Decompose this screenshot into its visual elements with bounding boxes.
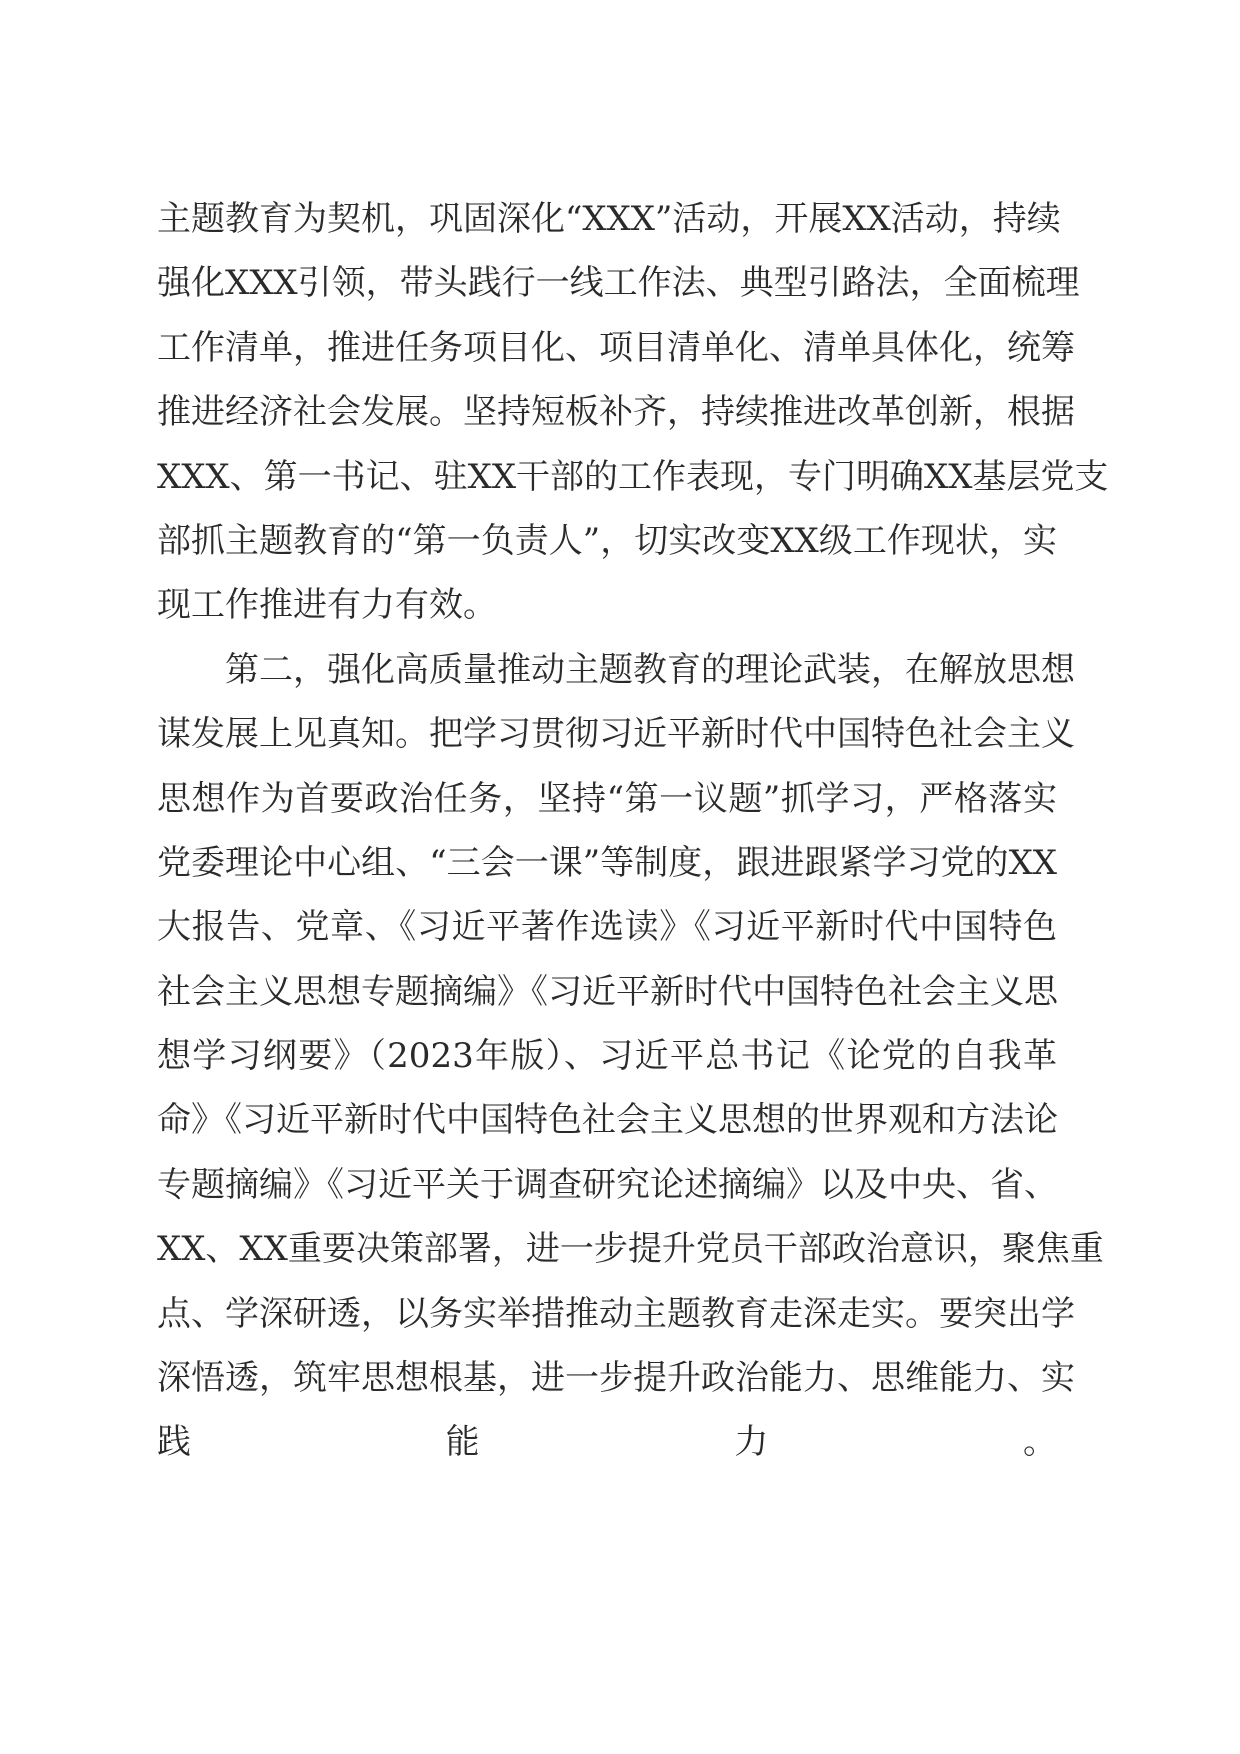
text-line: 践能力。 bbox=[157, 1422, 1057, 1463]
text-line: 党委理论中心组、“三会一课”等制度，跟进跟紧学习党的XX bbox=[157, 842, 1057, 883]
paragraph-1 bbox=[157, 187, 1109, 638]
text-line: 推进经济社会发展。坚持短板补齐，持续推进改革创新，根据 bbox=[157, 392, 1075, 433]
text-line: 谋发展上见真知。把学习贯彻习近平新时代中国特色社会主义 bbox=[157, 714, 1075, 755]
text-line: 现工作推进有力有效。 bbox=[157, 585, 497, 626]
text-line: 部抓主题教育的“第一负责人”，切实改变XX级工作现状，实 bbox=[157, 520, 1057, 561]
text-line: 深悟透，筑牢思想根基，进一步提升政治能力、思维能力、实 bbox=[157, 1358, 1075, 1399]
document-body bbox=[157, 187, 1109, 1539]
text-line: XX、XX重要决策部署，进一步提升党员干部政治意识，聚焦重 bbox=[157, 1229, 1104, 1270]
text-line: 点、学深研透，以务实举措推动主题教育走深走实。要突出学 bbox=[157, 1293, 1075, 1334]
text-line bbox=[157, 1475, 1057, 1539]
text-line: 专题摘编》《习近平关于调查研究论述摘编》以及中央、省、 bbox=[157, 1164, 1058, 1205]
text-line: XXX、第一书记、驻XX干部的工作表现，专门明确XX基层党支 bbox=[157, 456, 1109, 497]
text-line: 强化XXX引领，带头践行一线工作法、典型引路法，全面梳理 bbox=[157, 263, 1080, 304]
paragraph-2 bbox=[157, 638, 1104, 1539]
text-line: 想学习纲要》（2023年版）、习近平总书记《论党的自我革 bbox=[157, 1036, 1057, 1077]
text-line: 大报告、党章、《习近平著作选读》《习近平新时代中国特色 bbox=[157, 907, 1057, 948]
text-line: 思想作为首要政治任务，坚持“第一议题”抓学习，严格落实 bbox=[157, 778, 1057, 819]
text-line: 主题教育为契机，巩固深化“XXX”活动，开展XX活动，持续 bbox=[157, 199, 1061, 239]
text-line: 社会主义思想专题摘编》《习近平新时代中国特色社会主义思 bbox=[157, 971, 1058, 1012]
text-line: 第二，强化高质量推动主题教育的理论武装，在解放思想 bbox=[225, 649, 1075, 690]
text-line: 命》《习近平新时代中国特色社会主义思想的世界观和方法论 bbox=[157, 1100, 1058, 1141]
text-line: 工作清单，推进任务项目化、项目清单化、清单具体化，统筹 bbox=[157, 327, 1075, 368]
